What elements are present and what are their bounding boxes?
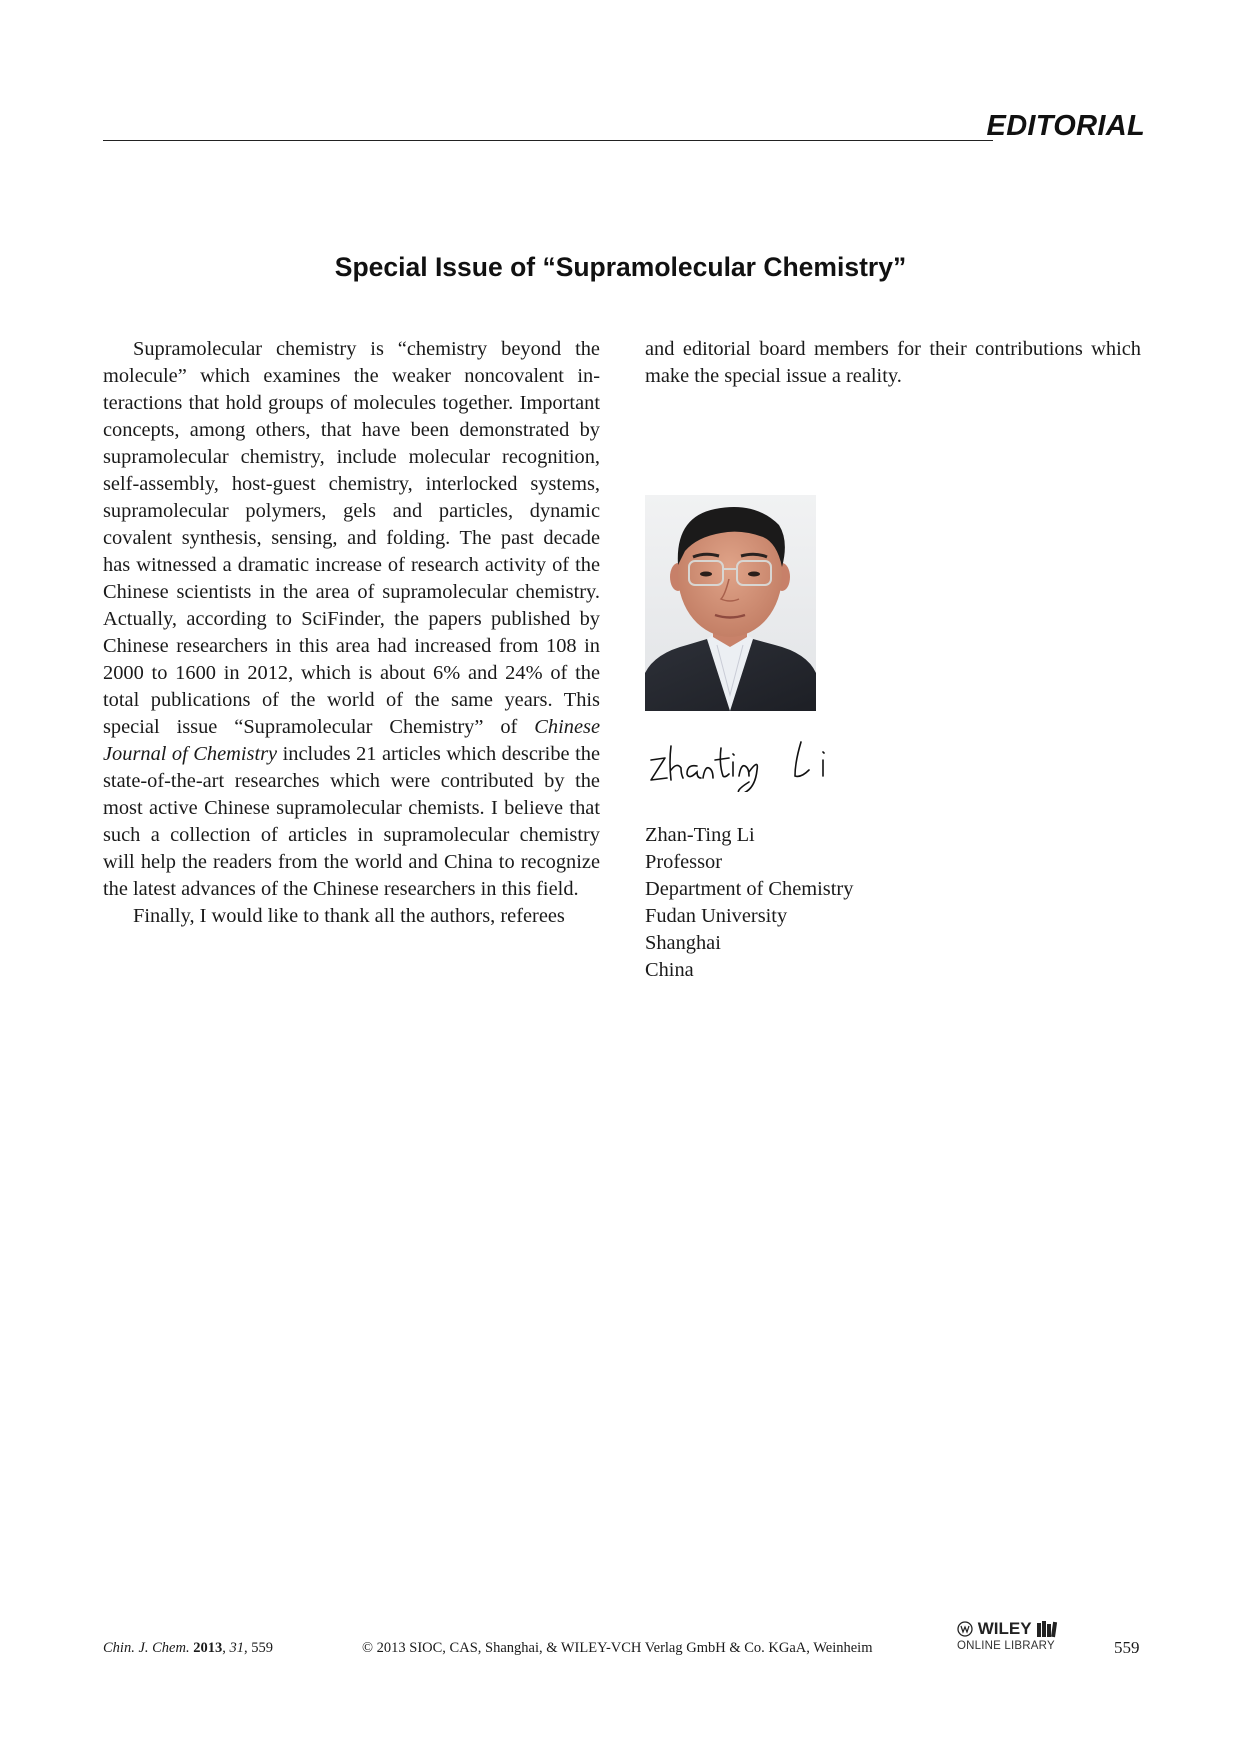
wiley-online-library-logo <box>957 1618 1067 1660</box>
author-country: China <box>645 959 694 981</box>
header-rule <box>103 140 993 141</box>
citation-year: 2013 <box>193 1640 223 1656</box>
paragraph-1 <box>103 336 600 903</box>
citation-page: 559 <box>251 1640 273 1656</box>
author-signature <box>645 732 845 792</box>
paragraph-2-start: Finally, I would like to thank all the authors, referees <box>133 905 565 927</box>
section-label: EDITORIAL <box>986 110 1145 142</box>
online-library-text: ONLINE LIBRARY <box>957 1639 1055 1652</box>
author-name: Zhan-Ting Li <box>645 824 755 846</box>
left-column <box>103 336 600 930</box>
wiley-logo-text: WILEY <box>977 1618 1032 1638</box>
journal-abbrev: Chin. J. Chem. <box>103 1640 190 1656</box>
paragraph-1-text-a: Supramolecular chemistry is “chemistry beyond the molecule” which examines the weaker noncovalent interactions that hold groups of molecules together. Important concepts, among others, that have been demonstrated by supramolecular chemistry, include molecular recognition, self-assembly, host-guest chemistry, interlocked systems, supramolecular polymers, gels and particles, dynamic covalent synthesis, sensing, and folding. The past decade has witnessed a dramatic increase of research activity of the Chinese scientists in the area of supramolecular chemistry. Actually, according to SciFinder, the papers published by Chinese researchers in this area had increased from 108 in 2000 to 1600 in 2012, which is about 6% and 24% of the total publications of the world of the same years. This special issue “Supramolecular Chemistry” of <box>103 338 600 738</box>
page-number: 559 <box>1114 1638 1140 1657</box>
books-icon <box>1036 1620 1058 1638</box>
author-photo <box>645 495 816 711</box>
right-column <box>645 336 1141 390</box>
author-title: Professor <box>645 851 723 873</box>
author-university: Fudan University <box>645 905 788 927</box>
author-city: Shanghai <box>645 932 721 954</box>
author-affiliation <box>645 822 853 984</box>
footer-citation: Chin. J. Chem. 2013, 31, 559 <box>103 1640 273 1656</box>
author-department: Department of Chemistry <box>645 878 854 900</box>
portrait-image <box>645 495 816 711</box>
wiley-seal-icon <box>957 1621 973 1637</box>
article-title: Special Issue of “Supramolecular Chemistry” <box>334 252 907 282</box>
paragraph-1-text-b: includes 21 articles which describe the state-of-the-art researches which were contributed by the most active Chinese supramolecular chemists. I believe that such a collection of articles in supramolecular chemistry will help the readers from the world and China to recognize the latest advances of the Chinese researchers in this field. <box>103 743 601 900</box>
paragraph-2-end: and editorial board members for their contributions which make the special issue a reality. <box>645 338 1141 387</box>
citation-volume: 31 <box>229 1640 244 1656</box>
footer-copyright: © 2013 SIOC, CAS, Shanghai, & WILEY-VCH Verlag GmbH & Co. KGaA, Weinheim <box>362 1640 873 1656</box>
journal-name-italic: Chinese Journal of Chemistry <box>103 716 600 765</box>
